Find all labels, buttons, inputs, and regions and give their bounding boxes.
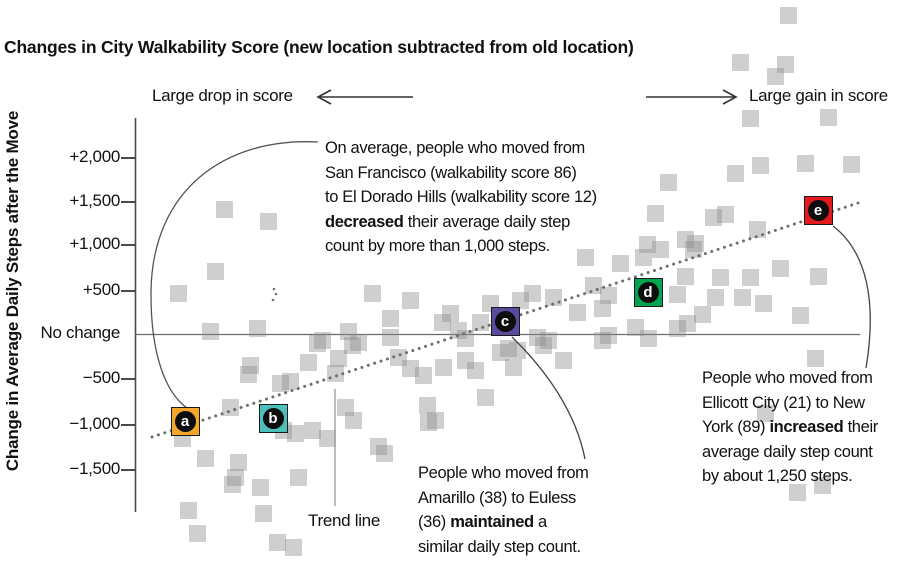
annotation-text: York (89) [702, 418, 770, 436]
annotation-text: San Francisco (walkability score 86) [325, 163, 577, 182]
y-axis-label: Change in Average Daily Steps after the Move [3, 110, 22, 472]
y-tick-label: +2,000 [69, 147, 120, 166]
marker-letter: e [808, 200, 829, 221]
annotation-text: average daily step count [702, 442, 873, 461]
annotation-line [702, 464, 900, 489]
annotation-line [325, 136, 625, 161]
marker-letter: d [638, 282, 659, 303]
x-direction-label-right: Large gain in score [749, 86, 888, 105]
annotation-line [325, 161, 625, 186]
annotation-text: People who moved from [418, 464, 589, 482]
trend-line-label: Trend line [308, 511, 380, 530]
annotation-e [702, 366, 900, 489]
y-tick-label: No change [40, 323, 120, 342]
annotation-line [325, 185, 625, 210]
annotation-line [702, 415, 900, 440]
marker-letter: b [263, 408, 284, 429]
annotation-text: count by more than 1,000 steps. [325, 237, 550, 255]
annotation-text: People who moved from [702, 369, 873, 387]
annotation-text: On average, people who moved from [325, 139, 585, 157]
annotation-text: by about 1,250 steps. [702, 467, 853, 485]
annotation-bold-text: maintained [450, 513, 534, 531]
marker-letter: a [175, 411, 196, 432]
annotation-line [325, 210, 625, 235]
y-tick-label: +1,000 [69, 234, 120, 253]
annotation-line [418, 486, 638, 511]
annotation-bold-text: increased [769, 418, 844, 436]
annotation-line [418, 535, 638, 560]
annotation-text: to El Dorado Hills (walkability score 12) [325, 188, 597, 206]
annotation-text: similar daily step count. [418, 537, 581, 556]
annotation-line [702, 366, 900, 391]
annotation-text: (36) [418, 513, 451, 531]
annotation-text: Amarillo (38) to Euless [418, 488, 576, 507]
annotation-text: their [843, 418, 878, 436]
annotation-c [418, 461, 638, 559]
annotation-a [325, 136, 625, 259]
y-tick-label: +1,500 [69, 191, 120, 210]
y-tick-label: −500 [82, 368, 120, 387]
y-tick-label: −1,500 [69, 459, 120, 478]
x-direction-label-left: Large drop in score [152, 86, 293, 105]
annotation-line [418, 461, 638, 486]
annotation-line [702, 391, 900, 416]
chart-title: Changes in City Walkability Score (new location subtracted from old location) [4, 37, 634, 57]
annotation-text: their average daily step [403, 212, 570, 231]
y-tick-label: +500 [82, 280, 120, 299]
annotation-line [418, 510, 638, 535]
annotation-text: a [533, 513, 547, 531]
marker-letter: c [495, 311, 516, 332]
annotation-line [702, 440, 900, 465]
y-tick-label: −1,000 [69, 414, 120, 433]
annotation-line [325, 234, 625, 259]
annotation-bold-text: decreased [325, 212, 404, 231]
annotation-text: Ellicott City (21) to New [702, 393, 865, 412]
